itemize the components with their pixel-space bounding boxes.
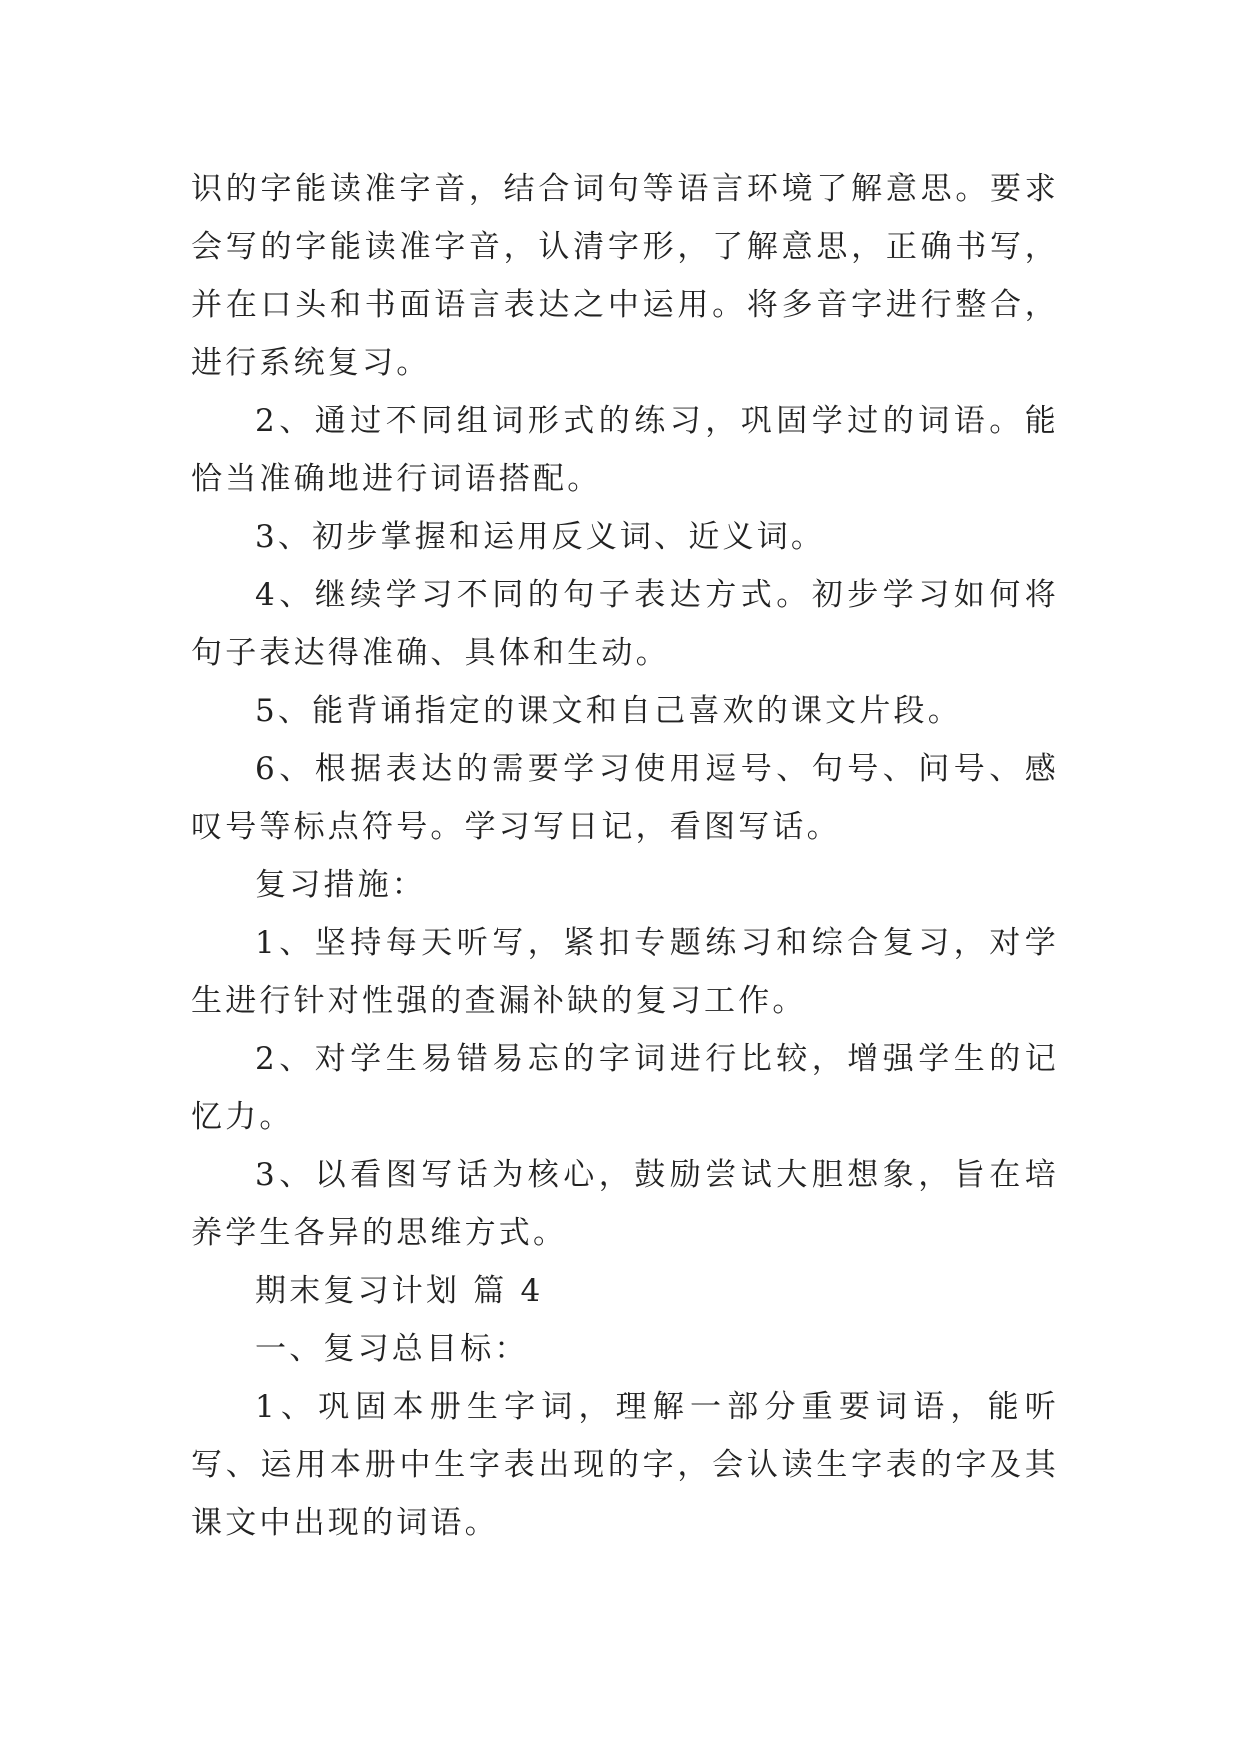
article-title: 期末复习计划 篇 4 (255, 1273, 544, 1309)
paragraph-measure-2: 2、对学生易错易忘的字词进行比较，增强学生的记忆力。 (191, 1041, 1059, 1135)
paragraph-goal-5: 5、能背诵指定的课文和自己喜欢的课文片段。 (255, 693, 962, 729)
paragraph-goal-4: 4、继续学习不同的句子表达方式。初步学习如何将句子表达得准确、具体和生动。 (191, 577, 1059, 671)
paragraph-goal-2: 2、通过不同组词形式的练习，巩固学过的词语。能恰当准确地进行词语搭配。 (191, 403, 1059, 497)
paragraph-goal-3: 3、初步掌握和运用反义词、近义词。 (255, 519, 826, 555)
paragraph-overall-goal-1: 1、巩固本册生字词，理解一部分重要词语，能听写、运用本册中生字表出现的字，会认读生字表的字及其课文中出现的词语。 (191, 1389, 1059, 1541)
section-heading-overall-goal: 一、复习总目标： (255, 1331, 529, 1367)
paragraph-continuation: 识的字能读准字音，结合词句等语言环境了解意思。要求会写的字能读准字音，认清字形，了解意思，正确书写，并在口头和书面语言表达之中运用。将多音字进行整合，进行系统复习。 (191, 171, 1059, 381)
section-heading-measures: 复习措施： (255, 867, 426, 903)
paragraph-measure-3: 3、以看图写话为核心，鼓励尝试大胆想象，旨在培养学生各异的思维方式。 (191, 1157, 1059, 1251)
paragraph-goal-6: 6、根据表达的需要学习使用逗号、句号、问号、感叹号等标点符号。学习写日记，看图写话。 (191, 751, 1059, 845)
paragraph-measure-1: 1、坚持每天听写，紧扣专题练习和综合复习，对学生进行针对性强的查漏补缺的复习工作。 (191, 925, 1059, 1019)
document-body (191, 160, 1059, 1552)
